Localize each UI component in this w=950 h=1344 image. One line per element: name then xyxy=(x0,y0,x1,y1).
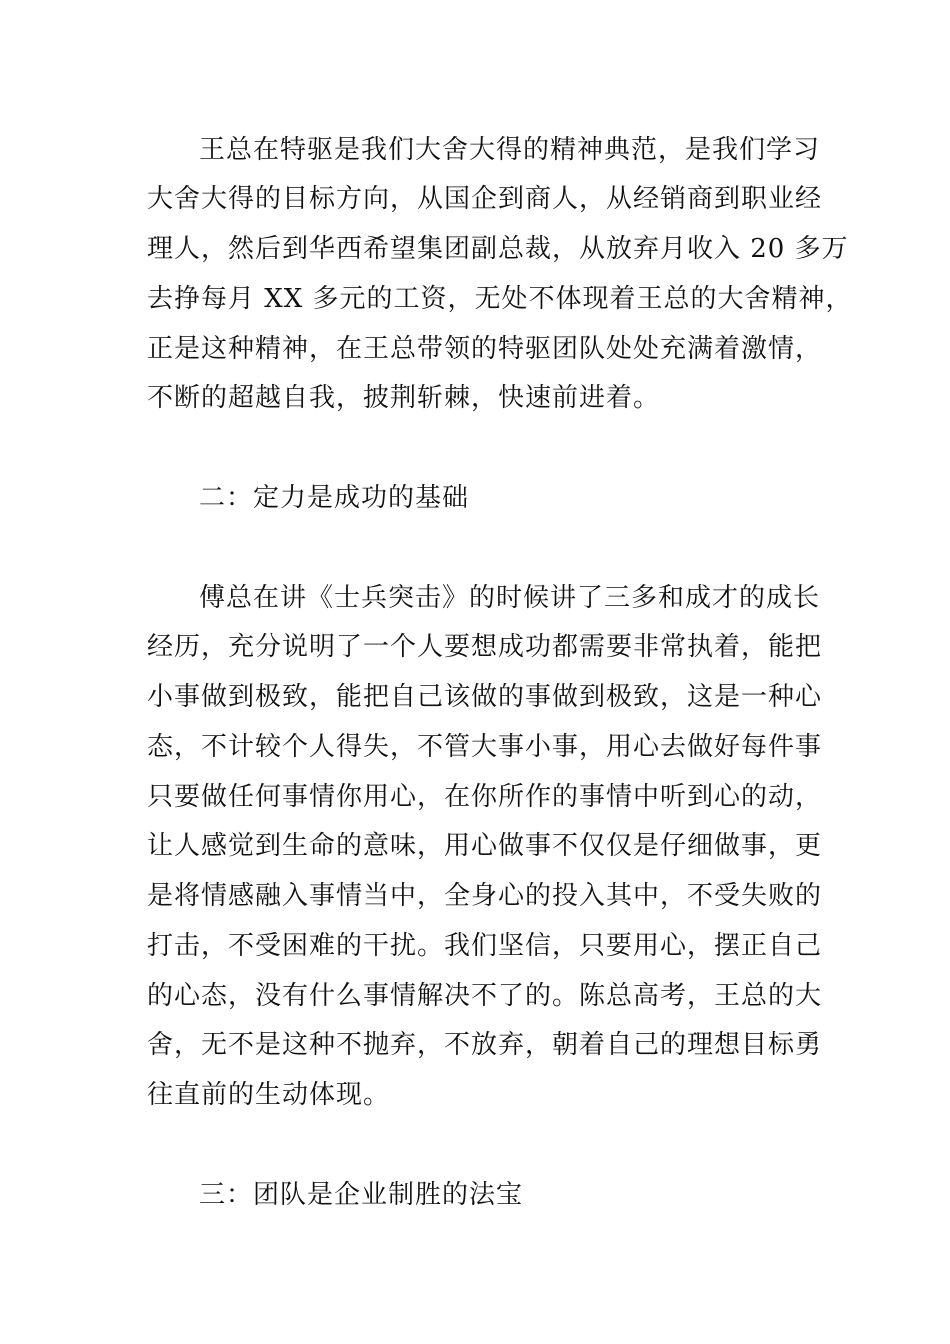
section-heading-3: 三：团队是企业制胜的法宝 xyxy=(199,1180,524,1210)
paragraph-line: 去挣每月 XX 多元的工资，无处不体现着王总的大舍精神， xyxy=(147,284,853,314)
paragraph-line: 往直前的生动体现。 xyxy=(147,1080,391,1110)
section-heading-2: 二：定力是成功的基础 xyxy=(199,483,470,513)
paragraph-line: 态，不计较个人得失，不管大事小事，用心去做好每件事 xyxy=(147,732,823,762)
paragraph-line: 只要做任何事情你用心，在你所作的事情中听到心的动， xyxy=(147,782,823,812)
paragraph-line: 让人感觉到生命的意味，用心做事不仅仅是仔细做事，更 xyxy=(147,831,823,861)
paragraph-line: 傅总在讲《士兵突击》的时候讲了三多和成才的成长 xyxy=(199,583,821,613)
paragraph-line: 王总在特驱是我们大舍大得的精神典范，是我们学习 xyxy=(199,135,821,165)
paragraph-line: 的心态，没有什么事情解决不了的。陈总高考，王总的大 xyxy=(147,981,823,1011)
paragraph-line: 大舍大得的目标方向，从国企到商人，从经销商到职业经 xyxy=(147,184,823,214)
paragraph-line: 不断的超越自我，披荆斩棘，快速前进着。 xyxy=(147,383,661,413)
paragraph-line: 小事做到极致，能把自己该做的事做到极致，这是一种心 xyxy=(147,682,823,712)
paragraph-line: 舍，无不是这种不抛弃，不放弃，朝着自己的理想目标勇 xyxy=(147,1030,823,1060)
paragraph-line: 理人，然后到华西希望集团副总裁，从放弃月收入 20 多万 xyxy=(147,234,849,264)
paragraph-line: 是将情感融入事情当中，全身心的投入其中，不受失败的 xyxy=(147,881,823,911)
paragraph-line: 正是这种精神，在王总带领的特驱团队处处充满着激情， xyxy=(147,334,823,364)
paragraph-line: 打击，不受困难的干扰。我们坚信，只要用心，摆正自己 xyxy=(147,931,823,961)
paragraph-line: 经历，充分说明了一个人要想成功都需要非常执着，能把 xyxy=(147,632,823,662)
